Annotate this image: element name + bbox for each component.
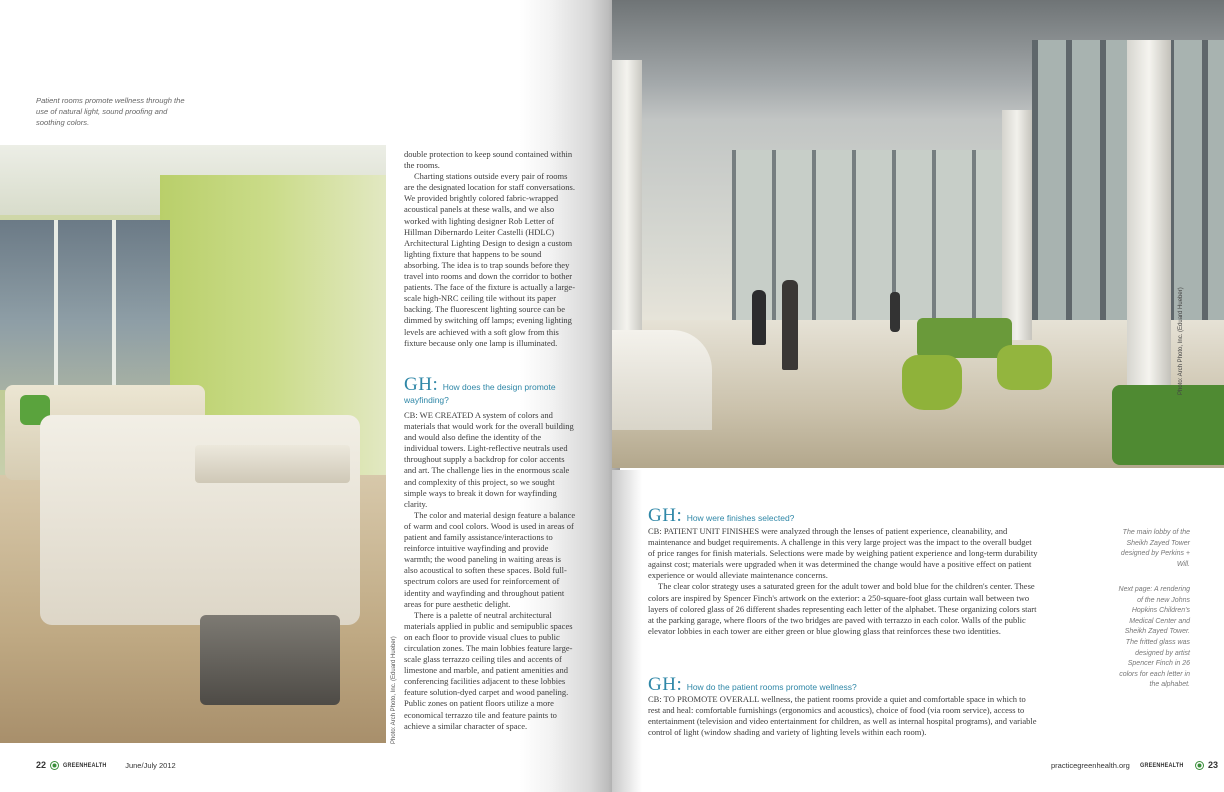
- question-text: How do the patient rooms promote wellness?: [686, 682, 857, 692]
- page-number: 23: [1208, 760, 1219, 770]
- lobby-photo: [612, 0, 1224, 468]
- question-text: How does the design promote wayfinding?: [404, 382, 556, 405]
- side-caption-lobby: The main lobby of the Sheikh Zayed Tower designed by Perkins + Will.: [1120, 529, 1190, 568]
- brand-logo-icon: [1196, 762, 1203, 769]
- site-url: practicegreenhealth.org: [1051, 760, 1130, 770]
- question-heading-finishes: [648, 505, 1048, 527]
- question-heading-wellness: [648, 674, 1048, 696]
- top-caption: Patient rooms promote wellness through the use of natural light, sound proofing and soothing colors.: [36, 96, 185, 127]
- question-text: How were finishes selected?: [686, 513, 795, 523]
- paragraph: CB: TO PROMOTE OVERALL wellness, the patient rooms provide a quiet and comfortable space in which to rest and heal: comfortable furnishings (ergonomics and acoustics), choice of food (via room service), access to entertainment (television and video entertainment for children, as well as internal hospital programs), and variable control of light (window shading and variety of lighting levels within each room).: [648, 694, 1037, 738]
- paragraph: double protection to keep sound contained within the rooms.: [404, 149, 573, 171]
- patient-room-photo: [0, 145, 386, 743]
- brand-name: GREENHEALTH: [63, 761, 107, 769]
- gh-label: GH:: [404, 374, 439, 395]
- page-number: 22: [36, 760, 47, 770]
- folio-left: [36, 760, 176, 770]
- paragraph: CB: PATIENT UNIT FINISHES were analyzed through the lenses of patient experience, cleanability, and maintenance and budget requirements. A challenge in this very large project was the impact to the overall budget of price ranges for finish materials. Selections were made by weighing patient experience and long-term durability against cost; materials were upgraded when it was determined the change would have a positive effect on patient experience or would alleviate maintenance concerns.: [648, 526, 1038, 581]
- left-column-answer: [404, 410, 576, 732]
- paragraph: There is a palette of neutral architectural materials applied in public and semipublic spaces on each floor to provide visual clues to public circulation zones. The main lobbies feature large-scale glass terrazzo ceiling tiles and accents of limestone and marble, and patient amenities and conferencing facilities adjacent to these lobbies feature solution-dyed carpet and wood paneling. Public zones on patient floors utilize a more economical terrazzo tile and feature paints to achieve a similar character of space.: [404, 609, 573, 731]
- brand-logo-icon: [51, 762, 58, 769]
- right-column-finishes: [648, 526, 1040, 637]
- left-column-text: [404, 149, 576, 349]
- paragraph: The color and material design feature a balance of warm and cool colors. Wood is used in areas of patient and family assistance/interactions to reinforce intuitive wayfinding and provide warmth; the wood paneling in waiting areas is also acoustical to soften these spaces. Bold full-spectrum colors are used for reinforcement of identity and wayfinding and throughout patient areas for pure aesthetic delight.: [404, 509, 576, 609]
- gh-label: GH:: [648, 505, 683, 526]
- paragraph: Charting stations outside every pair of rooms are the designated location for staff conversations. We provided brightly colored fabric-wrapped acoustical panels at these walls, and we also worked with lighting designer Rob Letter of Hillman Dibernardo Leiter Castelli (HDLC) Architectural Lighting Design to design a custom lighting fixture that happens to be sound absorbing. The idea is to trap sounds before they travel into rooms and down the corridor to bother patients. The face of the fixture is actually a large-scale high-NRC ceiling tile without its paper backing. The fluorescent lighting source can be dimmed by switching off lamps; evening lighting levels are achieved with a soft glow from this fixture because only one lamp is illuminated.: [404, 171, 576, 348]
- photo-credit-left: Photo: Arch Photo, Inc. (Eduard Hueber): [391, 636, 397, 744]
- paragraph: The clear color strategy uses a saturated green for the adult tower and bold blue for the children's center. These colors are inspired by Spencer Finch's artwork on the exterior: a 250-square-foot glass curtain wall between two layers of colored glass of 26 different shades representing each letter of the alphabet. These organizing colors start at the parking garage, where floors of the two bridges are paved with terrazzo in each color. Walls of the public elevator lobbies in each tower are either green or blue glowing glass that reinforces these two identities.: [648, 581, 1037, 636]
- folio-right: [1051, 760, 1218, 770]
- side-caption-rendering: Next page: A rendering of the new Johns Hopkins Children's Medical Center and Sheikh Zayed Tower. The fritted glass was designed by artist Spencer Finch in 26 colors for each letter in the alphabet.: [1118, 586, 1190, 689]
- photo-credit-right: Photo: Arch Photo, Inc. (Eduard Hueber): [1178, 287, 1184, 395]
- paragraph: CB: WE CREATED A system of colors and materials that would work for the overall building and would also define the identity of the individual towers. Light-reflective neutrals used throughout supply a backdrop for color accents and art. The challenge lies in the enormous scale and complexity of this project, so we sought simple ways to break it down for wayfinding clarity.: [404, 410, 574, 509]
- gutter-shadow-right: [612, 470, 642, 792]
- question-heading-wayfinding: [404, 374, 576, 406]
- brand-name: GREENHEALTH: [1139, 761, 1184, 769]
- issue-date: June/July 2012: [125, 760, 176, 770]
- right-column-wellness: [648, 694, 1040, 738]
- gh-label: GH:: [648, 674, 683, 695]
